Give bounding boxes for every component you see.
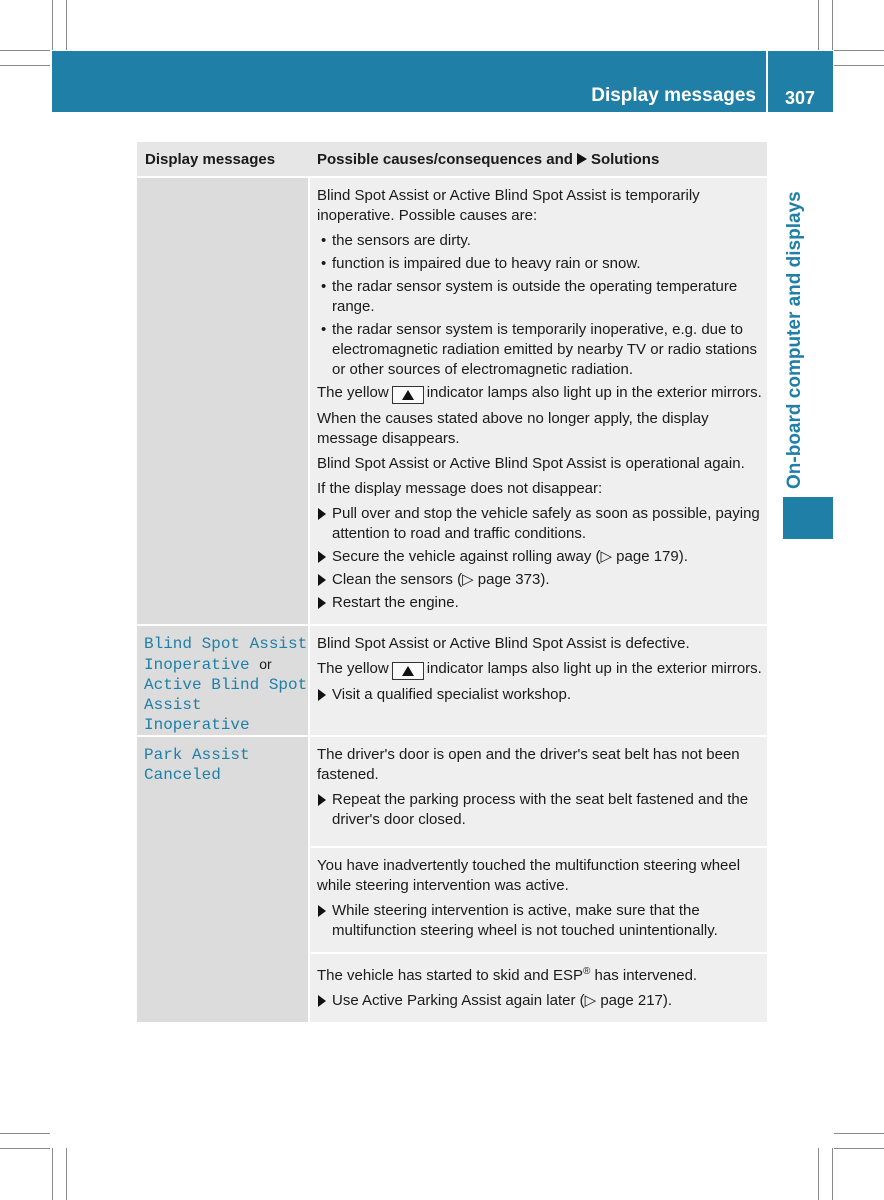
action-step: Pull over and stop the vehicle safely as soon as possible, paying attention to road and traffic conditions.: [317, 504, 763, 544]
message-cell: [137, 626, 308, 735]
action-step: Repeat the parking process with the seat belt fastened and the driver's door closed.: [317, 790, 763, 830]
list-item: • the radar sensor system is temporarily inoperative, e.g. due to electromagnetic radiation emitted by nearby TV or radio stations or other sources of electromagnetic radiation.: [317, 320, 763, 380]
crop-mark: [832, 0, 833, 50]
page-number: 307: [784, 88, 816, 108]
chapter-tab-marker: [783, 497, 833, 539]
crop-mark: [0, 1133, 50, 1134]
list-item: • function is impaired due to heavy rain or snow.: [317, 254, 763, 274]
crop-mark: [818, 1148, 819, 1200]
table-header: [137, 142, 767, 178]
cause-text: The driver's door is open and the driver's seat belt has not been fastened.: [317, 746, 740, 783]
cause-text: When the causes stated above no longer apply, the display message disappears.: [317, 410, 709, 447]
causes-cell: [310, 626, 767, 735]
text-fragment: indicator lamps also light up in the exterior mirrors.: [426, 660, 762, 677]
registered-mark: ®: [582, 966, 591, 977]
crop-mark: [832, 1148, 833, 1200]
cause-text: If the display message does not disappear:: [317, 480, 603, 497]
list-item: • the radar sensor system is outside the operating temperature range.: [317, 277, 763, 317]
crop-mark: [0, 1148, 50, 1149]
action-step: Visit a qualified specialist workshop.: [317, 685, 763, 705]
crop-mark: [52, 1148, 53, 1200]
crop-mark: [0, 65, 50, 66]
or-text: or: [259, 656, 272, 672]
crop-mark: [834, 50, 884, 51]
display-message: Park Assist Canceled: [144, 746, 250, 784]
indicator-lamp-text: [317, 659, 763, 680]
column-header-causes: [310, 151, 659, 168]
cause-text: You have inadvertently touched the multifunction steering wheel while steering intervention was active.: [317, 857, 741, 894]
cause-block: [310, 737, 767, 846]
action-arrow-icon: [577, 153, 587, 165]
cause-text: Blind Spot Assist or Active Blind Spot Assist is defective.: [317, 635, 690, 652]
action-step: Restart the engine.: [317, 593, 763, 613]
list-item: • the sensors are dirty.: [317, 231, 763, 251]
table-row: [137, 737, 767, 1024]
column-header-causes-label: Possible causes/consequences and: [317, 150, 573, 168]
text-fragment: The yellow: [317, 660, 389, 677]
action-step: Clean the sensors (▷ page 373).: [317, 570, 763, 590]
crop-mark: [66, 1148, 67, 1200]
table-row: [137, 626, 767, 737]
column-header-solutions-label: Solutions: [590, 150, 660, 168]
crop-mark: [52, 0, 53, 50]
display-messages-table: [137, 142, 767, 1024]
warning-triangle-icon: [392, 386, 424, 404]
message-text: Blind Spot Assist Inoperative: [144, 635, 308, 674]
cause-text: Blind Spot Assist or Active Blind Spot Assist is operational again.: [317, 455, 745, 472]
crop-mark: [834, 1148, 884, 1149]
column-header-messages: Display messages: [145, 150, 276, 168]
section-title: Display messages: [591, 85, 756, 106]
warning-triangle-icon: [392, 662, 424, 680]
message-cell: [137, 737, 308, 1022]
table-row: [137, 178, 767, 626]
crop-mark: [0, 50, 50, 51]
text-fragment: has intervened.: [590, 967, 698, 984]
cause-block: [310, 846, 767, 952]
causes-cell: [310, 737, 767, 1022]
crop-mark: [818, 0, 819, 50]
text-fragment: The yellow: [317, 384, 389, 401]
indicator-lamp-text: [317, 383, 763, 404]
text-fragment: The vehicle has started to skid and ESP: [317, 967, 583, 984]
cause-block: [310, 626, 767, 716]
action-step: Secure the vehicle against rolling away (▷ page 179).: [317, 547, 763, 567]
crop-mark: [834, 1133, 884, 1134]
cause-block: [310, 178, 767, 624]
causes-cell: [310, 178, 767, 624]
message-text: Active Blind Spot Assist Inoperative: [144, 676, 308, 734]
text-fragment: indicator lamps also light up in the exterior mirrors.: [426, 384, 762, 401]
action-step: Use Active Parking Assist again later (▷ page 217).: [317, 991, 763, 1011]
crop-mark: [834, 65, 884, 66]
message-cell: [137, 178, 308, 624]
cause-text: [317, 962, 763, 986]
display-message: [144, 634, 308, 735]
action-step: While steering intervention is active, make sure that the multifunction steering wheel is not touched unintentionally.: [317, 901, 763, 941]
cause-text: Blind Spot Assist or Active Blind Spot Assist is temporarily inoperative. Possible causes are:: [317, 187, 700, 224]
cause-block: [310, 952, 767, 1022]
chapter-label: On-board computer and displays: [784, 191, 805, 489]
crop-mark: [66, 0, 67, 50]
